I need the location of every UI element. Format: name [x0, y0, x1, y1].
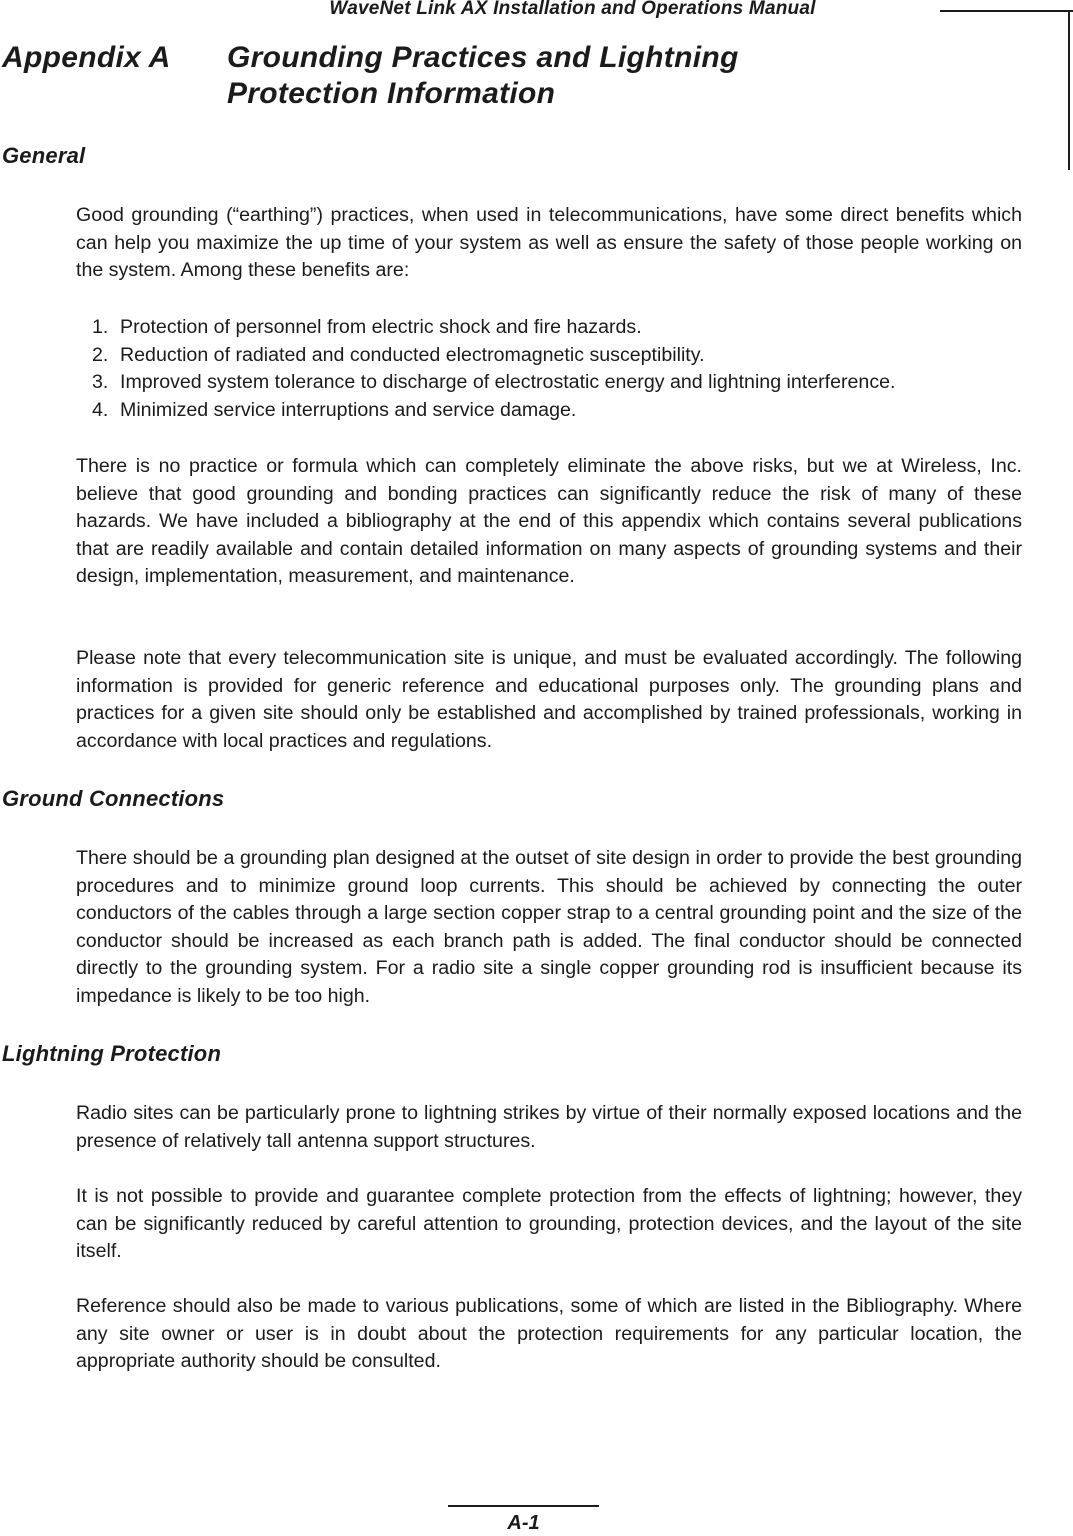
- section-heading-lightning-protection: Lightning Protection: [2, 1041, 222, 1066]
- list-item: [92, 369, 1022, 397]
- ground-connections-paragraph: There should be a grounding plan designed at the outset of site design in order to provide the best grounding procedures and to minimize ground loop currents. This should be achieved by connecting the outer conductors of the cables through a large section copper strap to a central grounding point and the size of the conductor should be increased as each branch path is added. The final conductor should be connected directly to the grounding system. For a radio site a single copper grounding rod is insufficient because its impedance is likely to be too high.: [76, 847, 1022, 1007]
- list-item-number: 3.: [92, 371, 109, 393]
- lightning-guarantee-paragraph: It is not possible to provide and guarantee complete protection from the effects of lightning; however, they can be significantly reduced by careful attention to grounding, protection devices, and the layout of the site itself.: [76, 1185, 1022, 1262]
- header-corner-rule-horizontal: [940, 10, 1073, 12]
- general-note-paragraph: Please note that every telecommunication site is unique, and must be evaluated accordingly. The following information is provided for generic reference and educational purposes only. The grounding plans and practices for a given site should only be established and accomplished by trained professionals, working in accordance with local practices and regulations.: [76, 647, 1022, 752]
- section-heading-general: General: [2, 143, 86, 168]
- general-intro-paragraph: Good grounding (“earthing”) practices, when used in telecommunications, have some direct benefits which can help you maximize the up time of your system as well as ensure the safety of those people working on the system. Among these benefits are:: [76, 204, 1022, 281]
- general-risks-paragraph: There is no practice or formula which can completely eliminate the above risks, but we at Wireless, Inc. believe that good grounding and bonding practices can significantly reduce the risk of many of these hazards. We have included a bibliography at the end of this appendix which contains several publications that are readily available and contain detailed information on many aspects of grounding systems and their design, implementation, measurement, and maintenance.: [76, 455, 1022, 587]
- page-number: A-1: [507, 1512, 540, 1534]
- appendix-title: Grounding Practices and Lightning Protection Information: [227, 41, 739, 110]
- list-item-text: Minimized service interruptions and service damage.: [120, 398, 577, 421]
- header-corner-rule-vertical: [1068, 10, 1070, 170]
- list-item-number: 1.: [92, 316, 109, 338]
- appendix-label: Appendix A: [2, 41, 171, 74]
- list-item-number: 4.: [92, 398, 109, 421]
- lightning-reference-paragraph: Reference should also be made to various publications, some of which are listed in the Bibliography. Where any site owner or user is in doubt about the protection requirements for any particular location, the appropriate authority should be consulted.: [76, 1295, 1022, 1372]
- section-heading-ground-connections: Ground Connections: [2, 786, 225, 811]
- list-item-number: 2.: [92, 343, 109, 366]
- list-item: [92, 342, 1022, 370]
- footer-rule: [448, 1505, 599, 1507]
- list-item: [92, 314, 1022, 342]
- list-item: [92, 397, 1022, 425]
- list-item-text: Improved system tolerance to discharge of electrostatic energy and lightning interference.: [120, 371, 896, 393]
- lightning-sites-paragraph: Radio sites can be particularly prone to lightning strikes by virtue of their normally exposed locations and the presence of relatively tall antenna support structures.: [76, 1102, 1022, 1152]
- benefits-list: [92, 314, 1022, 424]
- running-header: WaveNet Link AX Installation and Operations Manual: [329, 0, 816, 19]
- list-item-text: Protection of personnel from electric shock and fire hazards.: [120, 316, 642, 338]
- list-item-text: Reduction of radiated and conducted electromagnetic susceptibility.: [120, 343, 705, 366]
